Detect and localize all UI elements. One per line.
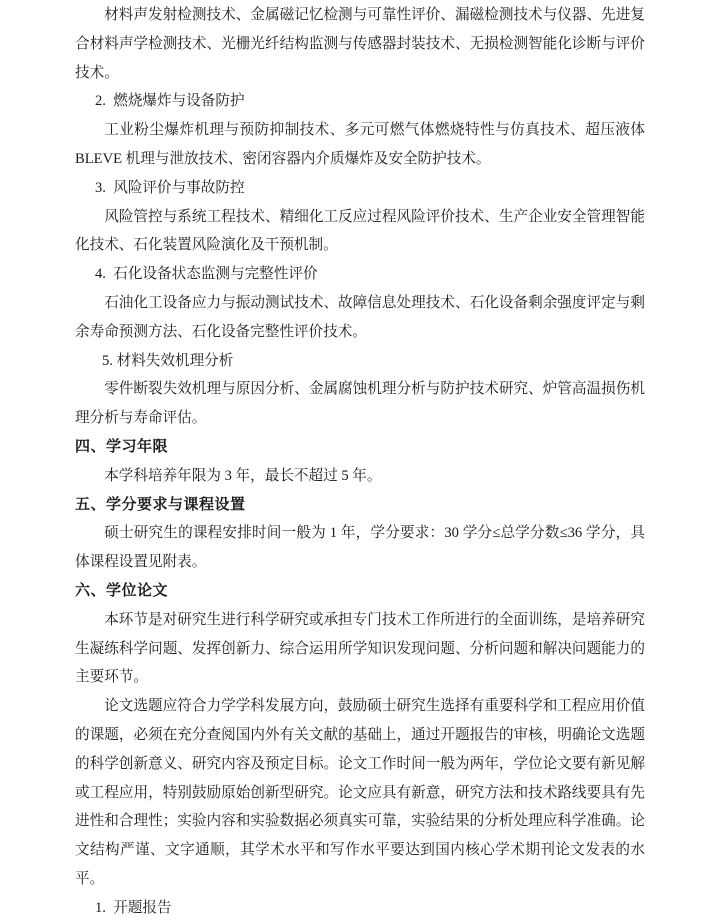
body-paragraph: 零件断裂失效机理与原因分析、金属腐蚀机理分析与防护技术研究、炉管高温损伤机理分析与寿命评估。 [75,381,645,427]
section-heading: 五、学分要求与课程设置 [75,495,246,513]
numbered-heading: 5. 材料失效机理分析 [102,352,234,369]
body-paragraph: 论文选题应符合力学学科发展方向，鼓励硕士研究生选择有重要科学和工程应用价值的课题，必须在充分查阅国内外有关文献的基础上，通过开题报告的审核，明确论文选题的科学创新意义、研究内容及预定目标。论文工作时间一般为两年，学位论文要有新见解或工程应用，特别鼓励原始创新型研究。论文应具有新意，研究方法和技术路线要具有先进性和合理性；实验内容和实验数据必须真实可靠，实验结果的分析处理应科学准确。论文结构严谨、文字通顺，其学术水平和写作水平要达到国内核心学术期刊论文发表的水平。 [75,698,645,887]
numbered-heading: 2. 燃烧爆炸与设备防护 [95,93,245,110]
body-paragraph: 本环节是对研究生进行科学研究或承担专门技术工作所进行的全面训练，是培养研究生凝练科学问题、发挥创新力、综合运用所学知识发现问题、分析问题和解决问题能力的主要环节。 [75,611,645,686]
numbered-heading: 1. 开题报告 [95,899,172,916]
numbered-heading: 3. 风险评价与事故防控 [95,179,245,196]
numbered-heading: 4. 石化设备状态监测与完整性评价 [95,266,318,283]
section-heading: 四、学习年限 [75,437,169,455]
body-paragraph: 本学科培养年限为 3 年，最长不超过 5 年。 [104,467,382,484]
body-paragraph: 硕士研究生的课程安排时间一般为 1 年，学分要求：30 学分≤总学分数≤36 学分，具体课程设置见附表。 [75,525,645,571]
section-heading: 六、学位论文 [75,581,169,599]
body-paragraph: 石油化工设备应力与振动测试技术、故障信息处理技术、石化设备剩余强度评定与剩余寿命预测方法、石化设备完整性评价技术。 [75,294,645,340]
body-paragraph: 材料声发射检测技术、金属磁记忆检测与可靠性评价、漏磁检测技术与仪器、先进复合材料声学检测技术、光栅光纤结构监测与传感器封装技术、无损检测智能化诊断与评价技术。 [75,7,645,81]
body-paragraph: 风险管控与系统工程技术、精细化工反应过程风险评价技术、生产企业安全管理智能化技术、石化装置风险演化及干预机制。 [75,208,645,254]
body-paragraph: 工业粉尘爆炸机理与预防抑制技术、多元可燃气体燃烧特性与仿真技术、超压液体 BLEVE 机理与泄放技术、密闭容器内介质爆炸及安全防护技术。 [75,122,645,167]
